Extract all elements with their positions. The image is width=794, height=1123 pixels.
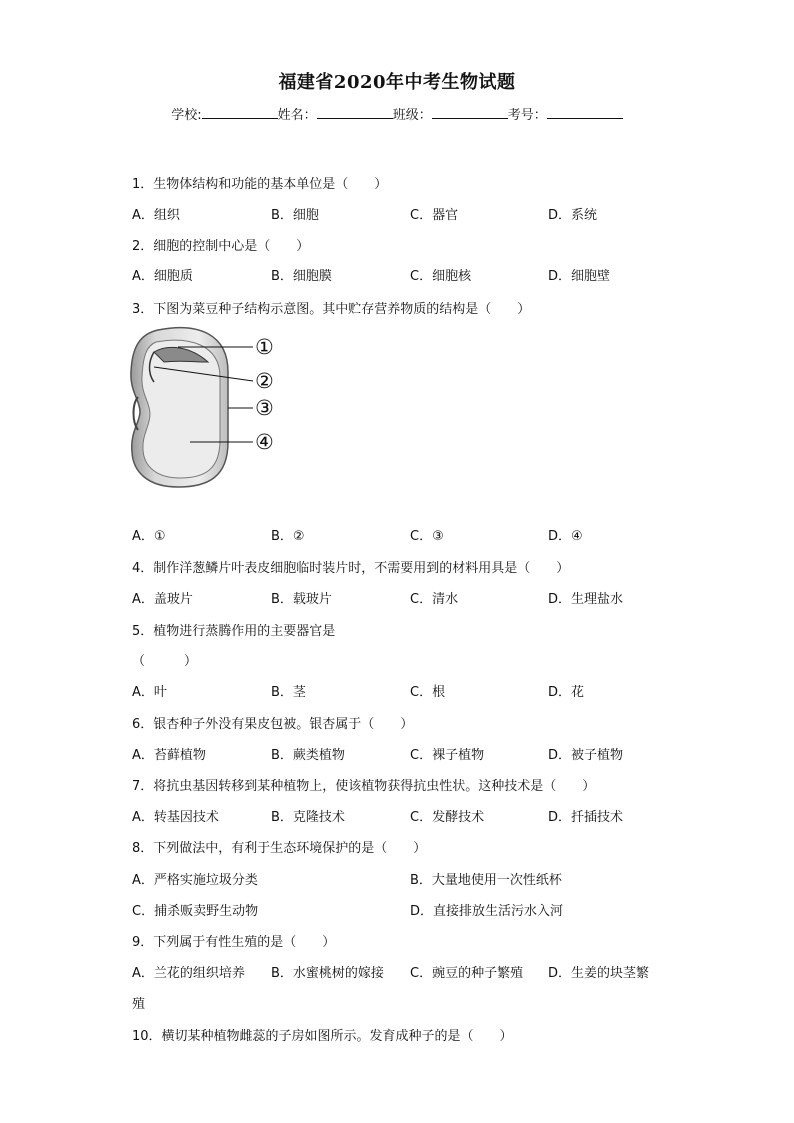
question-4-stem: 4．制作洋葱鳞片叶表皮细胞临时装片时，不需要用到的材料用具是（ ） [132, 561, 570, 576]
q4-option-d[interactable]: D．生理盐水 [548, 592, 624, 607]
q1-option-b[interactable]: B．细胞 [271, 208, 319, 223]
q7-option-b[interactable]: B．克隆技术 [271, 810, 345, 825]
question-5-stem: 5．植物进行蒸腾作用的主要器官是 [132, 624, 336, 639]
page-title: 福建省2020年中考生物试题 [278, 72, 516, 93]
q7-option-a[interactable]: A．转基因技术 [132, 810, 219, 825]
q9-option-a[interactable]: A．兰花的组织培养 [132, 966, 245, 981]
q4-option-c[interactable]: C．清水 [410, 592, 459, 607]
q9-option-c[interactable]: C．豌豆的种子繁殖 [410, 966, 524, 981]
question-6-stem: 6．银杏种子外没有果皮包被。银杏属于（ ） [132, 717, 414, 732]
class-blank[interactable] [432, 106, 508, 119]
q8-option-a[interactable]: A．严格实施垃圾分类 [132, 873, 258, 888]
school-label: 学校: [171, 108, 202, 123]
name-label: 姓名： [277, 108, 317, 123]
q3-option-c[interactable]: C．③ [410, 529, 444, 544]
figure-label-1: ① [255, 335, 274, 359]
q5-option-b[interactable]: B．茎 [271, 685, 306, 700]
q8-option-c[interactable]: C．捕杀贩卖野生动物 [132, 904, 259, 919]
q8-option-d[interactable]: D．直接排放生活污水入河 [410, 904, 564, 919]
class-label: 班级： [392, 108, 432, 123]
question-2-stem: 2．细胞的控制中心是（ ） [132, 239, 310, 254]
figure-label-3: ③ [255, 396, 274, 420]
q9-option-d-wrap: 殖 [132, 997, 146, 1012]
q5-option-a[interactable]: A．叶 [132, 685, 167, 700]
q7-option-d[interactable]: D．扦插技术 [548, 810, 624, 825]
q2-option-b[interactable]: B．细胞膜 [271, 269, 332, 284]
q4-option-a[interactable]: A．盖玻片 [132, 592, 193, 607]
q2-option-a[interactable]: A．细胞质 [132, 269, 193, 284]
q6-option-d[interactable]: D．被子植物 [548, 748, 624, 763]
question-10-stem: 10．横切某种植物雌蕊的子房如图所示。发育成种子的是（ ） [132, 1029, 513, 1044]
q9-option-d[interactable]: D．生姜的块茎繁 [548, 966, 650, 981]
q6-option-a[interactable]: A．苔藓植物 [132, 748, 206, 763]
q7-option-c[interactable]: C．发酵技术 [410, 810, 485, 825]
question-1-stem: 1．生物体结构和功能的基本单位是（ ） [132, 177, 388, 192]
question-9-stem: 9．下列属于有性生殖的是（ ） [132, 935, 336, 950]
q3-option-b[interactable]: B．② [271, 529, 305, 544]
question-8-stem: 8．下列做法中，有利于生态环境保护的是（ ） [132, 841, 427, 856]
figure-label-4: ④ [255, 430, 274, 454]
q3-option-d[interactable]: D．④ [548, 529, 583, 544]
q5-option-d[interactable]: D．花 [548, 685, 585, 700]
student-info-line [0, 104, 794, 123]
q1-option-d[interactable]: D．系统 [548, 208, 598, 223]
q5-option-c[interactable]: C．根 [410, 685, 446, 700]
school-blank[interactable] [202, 106, 278, 119]
q1-option-a[interactable]: A．组织 [132, 208, 180, 223]
question-3-stem: 3．下图为菜豆种子结构示意图。其中贮存营养物质的结构是（ ） [132, 302, 531, 317]
q6-option-c[interactable]: C．裸子植物 [410, 748, 485, 763]
name-blank[interactable] [317, 106, 393, 119]
question-5-stem-bracket: （ ） [132, 654, 198, 669]
number-label: 考号： [507, 108, 547, 123]
q9-option-b[interactable]: B．水蜜桃树的嫁接 [271, 966, 384, 981]
q4-option-b[interactable]: B．载玻片 [271, 592, 332, 607]
question-7-stem: 7．将抗虫基因转移到某种植物上，使该植物获得抗虫性状。这种技术是（ ） [132, 779, 596, 794]
q1-option-c[interactable]: C．器官 [410, 208, 459, 223]
q8-option-b[interactable]: B．大量地使用一次性纸杯 [410, 873, 562, 888]
q6-option-b[interactable]: B．蕨类植物 [271, 748, 345, 763]
q3-option-a[interactable]: A．① [132, 529, 166, 544]
q2-option-d[interactable]: D．细胞壁 [548, 269, 611, 284]
q2-option-c[interactable]: C．细胞核 [410, 269, 472, 284]
figure-label-2: ② [255, 369, 274, 393]
bean-seed-figure [128, 322, 288, 492]
number-blank[interactable] [547, 106, 623, 119]
